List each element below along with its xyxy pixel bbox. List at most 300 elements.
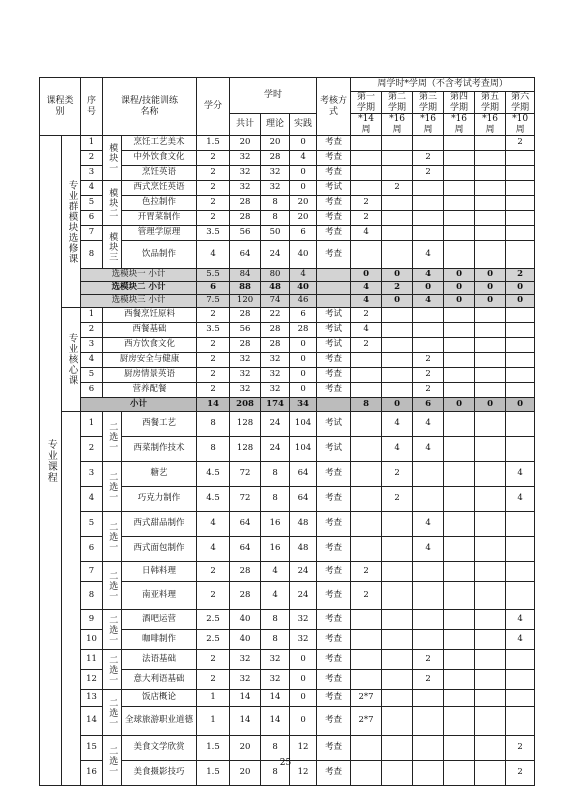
cell-practice: 40 [290, 241, 317, 269]
cell-semester [475, 736, 506, 761]
cell-semester [351, 537, 382, 562]
cell-seq: 5 [81, 196, 103, 211]
header-theory: 理论 [261, 114, 290, 136]
table-row [40, 338, 535, 353]
cell-exam [317, 282, 351, 295]
cell-semester [475, 690, 506, 707]
cell-total: 64 [230, 537, 261, 562]
cell-semester [351, 670, 382, 690]
cell-semester [475, 353, 506, 368]
cell-course-name: 法语基础 [122, 650, 197, 670]
cell-semester [413, 582, 444, 610]
cell-semester [475, 166, 506, 181]
cell-course-name: 西餐烹饪原料 [103, 308, 197, 323]
cell-practice: 48 [290, 512, 317, 537]
cell-semester: 2 [351, 338, 382, 353]
cell-semester: 4 [506, 630, 535, 650]
cell-semester: 0 [506, 295, 535, 308]
cell-semester [475, 338, 506, 353]
cell-credit: 4.5 [197, 487, 230, 512]
cell-credit: 2 [197, 582, 230, 610]
cell-semester [444, 562, 475, 582]
cell-semester: 4 [413, 437, 444, 462]
cell-total: 40 [230, 610, 261, 630]
choose-one-label: 二选一 [103, 610, 122, 650]
cell-course-name: 全球旅游职业道德 [122, 707, 197, 736]
header-semester: 第二学期 [382, 92, 413, 114]
cell-course-name: 日韩料理 [122, 562, 197, 582]
cell-semester [444, 437, 475, 462]
cell-course-name: 西式面包制作 [122, 537, 197, 562]
cell-exam: 考查 [317, 707, 351, 736]
cell-semester: 0 [413, 282, 444, 295]
cell-seq: 6 [81, 211, 103, 226]
cell-total: 56 [230, 226, 261, 241]
cell-semester: 4 [413, 241, 444, 269]
cell-total: 128 [230, 437, 261, 462]
cell-semester [444, 650, 475, 670]
cell-total: 208 [230, 398, 261, 412]
cell-theory: 16 [261, 512, 290, 537]
cell-exam: 考查 [317, 582, 351, 610]
cell-semester [475, 241, 506, 269]
table-row [40, 136, 535, 151]
cell-credit: 2 [197, 151, 230, 166]
cell-exam [317, 269, 351, 282]
cell-credit: 1.5 [197, 761, 230, 786]
cell-semester: 2 [413, 650, 444, 670]
cell-semester: 0 [475, 282, 506, 295]
cell-semester [475, 610, 506, 630]
cell-seq: 2 [81, 151, 103, 166]
cell-credit: 5.5 [197, 269, 230, 282]
cell-total: 28 [230, 562, 261, 582]
cell-semester [444, 736, 475, 761]
cell-seq: 5 [81, 368, 103, 383]
cell-semester [413, 610, 444, 630]
cell-semester: 0 [382, 398, 413, 412]
cell-exam: 考查 [317, 226, 351, 241]
cell-semester [444, 690, 475, 707]
cell-semester [506, 181, 535, 196]
cell-seq: 15 [81, 736, 103, 761]
cell-semester [382, 368, 413, 383]
cell-course-name: 西式烹饪英语 [122, 181, 197, 196]
cell-theory: 8 [261, 487, 290, 512]
cell-course-name: 饮品制作 [122, 241, 197, 269]
cell-semester: 4 [382, 437, 413, 462]
cell-course-name: 西方饮食文化 [103, 338, 197, 353]
page-number: 25 [279, 758, 292, 768]
cell-credit: 1.5 [197, 736, 230, 761]
cell-semester: 4 [413, 537, 444, 562]
cell-theory: 8 [261, 761, 290, 786]
cell-semester [444, 136, 475, 151]
table-row [40, 412, 535, 437]
cell-theory: 24 [261, 412, 290, 437]
cell-semester [506, 241, 535, 269]
cell-semester: 0 [506, 282, 535, 295]
cell-exam: 考查 [317, 512, 351, 537]
cell-semester [351, 412, 382, 437]
cell-seq: 11 [81, 650, 103, 670]
header-hours: 学时 [230, 78, 317, 114]
header-semester: 第三学期 [413, 92, 444, 114]
cell-semester [351, 437, 382, 462]
cell-seq: 4 [81, 353, 103, 368]
cell-theory: 32 [261, 383, 290, 398]
cell-semester [475, 462, 506, 487]
cell-exam: 考查 [317, 196, 351, 211]
cell-practice: 64 [290, 462, 317, 487]
table-row [40, 562, 535, 582]
choose-one-label: 二选一 [103, 650, 122, 690]
cell-semester [506, 437, 535, 462]
cell-practice: 0 [290, 650, 317, 670]
cell-total: 64 [230, 512, 261, 537]
cell-semester [506, 562, 535, 582]
cell-practice: 0 [290, 181, 317, 196]
cell-credit: 2 [197, 368, 230, 383]
cell-theory: 4 [261, 562, 290, 582]
cell-semester [475, 226, 506, 241]
cell-practice: 64 [290, 487, 317, 512]
cell-semester: 0 [475, 398, 506, 412]
cell-theory: 32 [261, 166, 290, 181]
cell-total: 28 [230, 196, 261, 211]
cell-total: 128 [230, 412, 261, 437]
header-category: 课程类别 [40, 78, 81, 136]
cell-semester [413, 690, 444, 707]
cell-exam: 考查 [317, 761, 351, 786]
cell-semester [475, 512, 506, 537]
cell-theory: 48 [261, 282, 290, 295]
curriculum-table [39, 77, 535, 786]
cell-total: 32 [230, 383, 261, 398]
cell-total: 88 [230, 282, 261, 295]
cell-practice: 0 [290, 136, 317, 151]
cell-practice: 6 [290, 226, 317, 241]
cell-semester [444, 166, 475, 181]
cell-exam: 考查 [317, 537, 351, 562]
cell-semester: 0 [382, 295, 413, 308]
cell-exam: 考查 [317, 630, 351, 650]
cell-semester: 2 [351, 308, 382, 323]
cell-semester [413, 181, 444, 196]
cell-exam: 考查 [317, 650, 351, 670]
cell-seq: 12 [81, 670, 103, 690]
cell-semester: 2 [413, 353, 444, 368]
cell-exam: 考试 [317, 412, 351, 437]
header-credit: 学分 [197, 78, 230, 136]
category-blank [62, 412, 81, 786]
cell-credit: 7.5 [197, 295, 230, 308]
cell-seq: 4 [81, 181, 103, 196]
choose-one-label: 二选一 [103, 512, 122, 562]
cell-semester [351, 181, 382, 196]
cell-semester [351, 487, 382, 512]
cell-practice: 4 [290, 151, 317, 166]
cell-semester: 2 [382, 462, 413, 487]
cell-semester [506, 166, 535, 181]
cell-semester: 2 [413, 368, 444, 383]
cell-credit: 3.5 [197, 323, 230, 338]
cell-credit: 2 [197, 383, 230, 398]
table-row [40, 512, 535, 537]
cell-semester [382, 512, 413, 537]
cell-semester [444, 241, 475, 269]
cell-theory: 80 [261, 269, 290, 282]
cell-total: 72 [230, 462, 261, 487]
choose-one-label: 二选一 [103, 736, 122, 786]
cell-practice: 0 [290, 338, 317, 353]
cell-semester [351, 462, 382, 487]
cell-semester: 0 [444, 295, 475, 308]
cell-semester [382, 308, 413, 323]
category-professional-courses: 专业课程 [40, 136, 62, 786]
cell-practice: 6 [290, 308, 317, 323]
cell-semester [413, 308, 444, 323]
cell-practice: 12 [290, 736, 317, 761]
cell-semester [475, 383, 506, 398]
cell-course-name: 烹饪英语 [122, 166, 197, 181]
cell-practice: 104 [290, 412, 317, 437]
cell-theory: 8 [261, 630, 290, 650]
cell-practice: 46 [290, 295, 317, 308]
cell-exam: 考查 [317, 151, 351, 166]
cell-semester [444, 582, 475, 610]
cell-total: 14 [230, 690, 261, 707]
cell-semester: 2 [382, 181, 413, 196]
cell-seq: 2 [81, 323, 103, 338]
cell-seq: 5 [81, 512, 103, 537]
cell-credit: 2 [197, 166, 230, 181]
cell-semester [382, 226, 413, 241]
cell-semester: 0 [382, 269, 413, 282]
subtotal-label: 选模块一 小计 [81, 269, 197, 282]
header-total: 共计 [230, 114, 261, 136]
cell-seq: 8 [81, 241, 103, 269]
cell-semester: 4 [351, 295, 382, 308]
cell-semester [444, 462, 475, 487]
cell-semester [382, 353, 413, 368]
cell-credit: 2 [197, 650, 230, 670]
cell-credit: 1 [197, 690, 230, 707]
cell-semester: 2 [351, 211, 382, 226]
cell-course-name: 厨房安全与健康 [103, 353, 197, 368]
cell-semester [475, 308, 506, 323]
cell-credit: 2.5 [197, 630, 230, 650]
cell-total: 20 [230, 736, 261, 761]
cell-course-name: 开胃菜制作 [122, 211, 197, 226]
cell-exam: 考查 [317, 610, 351, 630]
cell-course-name: 巧克力制作 [122, 487, 197, 512]
cell-credit: 2 [197, 670, 230, 690]
header-seq: 序号 [81, 78, 103, 136]
cell-semester [506, 670, 535, 690]
cell-theory: 32 [261, 353, 290, 368]
cell-semester: 2 [382, 487, 413, 512]
subtotal-row [40, 282, 535, 295]
cell-seq: 7 [81, 226, 103, 241]
cell-semester [382, 211, 413, 226]
cell-semester [475, 562, 506, 582]
cell-semester [475, 437, 506, 462]
cell-total: 84 [230, 269, 261, 282]
cell-theory: 8 [261, 736, 290, 761]
cell-semester [475, 707, 506, 736]
cell-semester [506, 368, 535, 383]
cell-semester [382, 582, 413, 610]
cell-exam: 考查 [317, 383, 351, 398]
cell-semester: 2*7 [351, 707, 382, 736]
cell-total: 32 [230, 181, 261, 196]
cell-exam: 考查 [317, 368, 351, 383]
cell-course-name: 管理学原理 [122, 226, 197, 241]
cell-theory: 50 [261, 226, 290, 241]
table-row [40, 383, 535, 398]
cell-credit: 1.5 [197, 136, 230, 151]
table-row [40, 181, 535, 196]
cell-semester [444, 353, 475, 368]
cell-course-name: 饭店概论 [122, 690, 197, 707]
cell-practice: 24 [290, 562, 317, 582]
cell-semester: 8 [351, 398, 382, 412]
cell-exam: 考试 [317, 308, 351, 323]
cell-total: 40 [230, 630, 261, 650]
cell-theory: 16 [261, 537, 290, 562]
cell-practice: 104 [290, 437, 317, 462]
cell-semester [413, 707, 444, 736]
cell-semester [382, 707, 413, 736]
cell-exam: 考查 [317, 487, 351, 512]
cell-theory: 32 [261, 368, 290, 383]
cell-course-name: 西菜制作技术 [122, 437, 197, 462]
cell-semester [382, 323, 413, 338]
cell-seq: 1 [81, 308, 103, 323]
cell-practice: 0 [290, 707, 317, 736]
choose-one-label: 二选一 [103, 562, 122, 610]
cell-semester [351, 368, 382, 383]
cell-semester: 2 [506, 736, 535, 761]
cell-semester: 4 [506, 462, 535, 487]
cell-seq: 3 [81, 166, 103, 181]
cell-semester: 2*7 [351, 690, 382, 707]
cell-semester [444, 383, 475, 398]
cell-semester [382, 537, 413, 562]
subtotal-row [40, 269, 535, 282]
cell-seq: 3 [81, 338, 103, 353]
cell-exam: 考查 [317, 690, 351, 707]
cell-semester [444, 196, 475, 211]
cell-exam: 考查 [317, 353, 351, 368]
cell-semester [382, 196, 413, 211]
table-row [40, 690, 535, 707]
cell-theory: 14 [261, 707, 290, 736]
cell-semester: 2 [413, 383, 444, 398]
cell-semester [351, 650, 382, 670]
cell-total: 32 [230, 650, 261, 670]
cell-semester: 4 [506, 487, 535, 512]
module-label: 模块一 [103, 136, 122, 181]
cell-total: 120 [230, 295, 261, 308]
cell-credit: 2 [197, 211, 230, 226]
cell-semester: 4 [413, 295, 444, 308]
cell-semester: 2 [351, 582, 382, 610]
cell-semester [444, 610, 475, 630]
cell-theory: 20 [261, 136, 290, 151]
cell-credit: 4 [197, 537, 230, 562]
cell-seq: 1 [81, 136, 103, 151]
cell-theory: 28 [261, 323, 290, 338]
cell-semester [475, 650, 506, 670]
cell-semester: 4 [382, 412, 413, 437]
cell-semester [351, 736, 382, 761]
cell-practice: 0 [290, 353, 317, 368]
cell-semester [413, 736, 444, 761]
cell-seq: 6 [81, 383, 103, 398]
cell-credit: 2 [197, 338, 230, 353]
header-semester: 第四学期 [444, 92, 475, 114]
header-practice: 实践 [290, 114, 317, 136]
cell-total: 28 [230, 582, 261, 610]
cell-semester [351, 383, 382, 398]
header-semester-weeks: *14周 [351, 114, 382, 136]
cell-seq: 10 [81, 630, 103, 650]
cell-credit: 4 [197, 512, 230, 537]
cell-semester [506, 582, 535, 610]
cell-semester [444, 151, 475, 166]
cell-theory: 174 [261, 398, 290, 412]
cell-semester [506, 151, 535, 166]
cell-semester [444, 707, 475, 736]
cell-total: 20 [230, 761, 261, 786]
table-row [40, 462, 535, 487]
cell-semester [413, 136, 444, 151]
cell-semester [506, 412, 535, 437]
cell-course-name: 意大利语基础 [122, 670, 197, 690]
cell-semester [382, 690, 413, 707]
cell-semester: 2 [506, 269, 535, 282]
cell-credit: 2 [197, 353, 230, 368]
cell-semester [506, 707, 535, 736]
cell-practice: 28 [290, 323, 317, 338]
cell-semester [475, 670, 506, 690]
cell-semester [506, 323, 535, 338]
cell-semester: 2 [506, 761, 535, 786]
cell-total: 28 [230, 338, 261, 353]
cell-total: 32 [230, 353, 261, 368]
cell-semester [444, 323, 475, 338]
cell-credit: 14 [197, 398, 230, 412]
cell-semester: 2 [413, 670, 444, 690]
cell-exam: 考查 [317, 670, 351, 690]
cell-course-name: 色拉制作 [122, 196, 197, 211]
choose-one-label: 二选一 [103, 412, 122, 462]
cell-semester: 0 [444, 398, 475, 412]
cell-semester [413, 562, 444, 582]
cell-practice: 24 [290, 582, 317, 610]
cell-credit: 4.5 [197, 462, 230, 487]
cell-semester [382, 338, 413, 353]
header-weekly-hours: 周学时*学周（不含考试考查周） [351, 78, 535, 92]
cell-theory: 24 [261, 437, 290, 462]
cell-semester [351, 353, 382, 368]
cell-semester: 4 [351, 323, 382, 338]
cell-theory: 32 [261, 670, 290, 690]
cell-semester [351, 630, 382, 650]
cell-seq: 7 [81, 562, 103, 582]
